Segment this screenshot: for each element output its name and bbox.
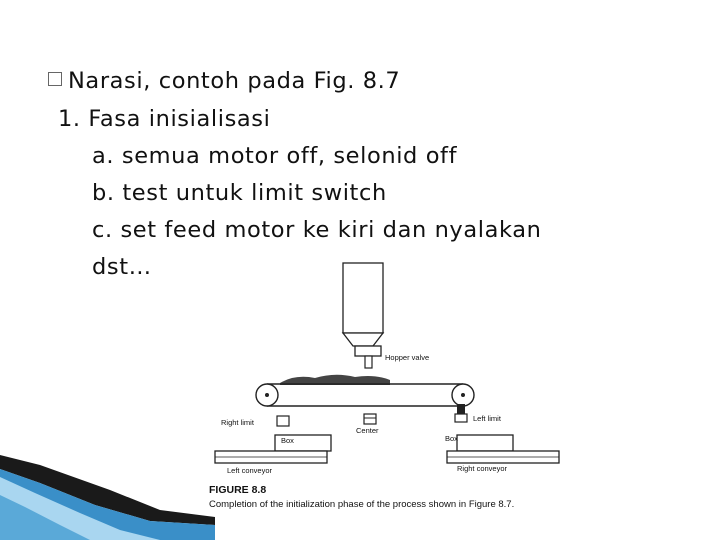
bullet-text: Narasi, contoh pada Fig. 8.7 (68, 68, 401, 94)
center-switch-icon (364, 414, 376, 424)
item-c: c. set feed motor ke kiri dan nyalakan (92, 217, 542, 243)
item-b: b. test untuk limit switch (92, 180, 387, 206)
right-limit-switch-icon (277, 416, 289, 426)
label-right-limit: Right limit (221, 418, 254, 427)
item-a: a. semua motor off, selonid off (92, 143, 458, 169)
figure-caption: Completion of the initialization phase of the process shown in Figure 8.7. (209, 499, 515, 510)
left-conveyor-icon (215, 435, 331, 463)
label-left-limit: Left limit (473, 414, 501, 423)
figure-title: FIGURE 8.8 (209, 484, 267, 496)
figure-8-8 (205, 258, 595, 520)
label-right-conveyor: Right conveyor (457, 464, 508, 473)
corner-swoosh-decoration (0, 455, 215, 540)
label-center: Center (356, 426, 379, 435)
label-box-left: Box (281, 436, 294, 445)
hopper-icon (343, 263, 383, 368)
item-d: dst… (92, 254, 152, 280)
label-left-conveyor: Left conveyor (227, 466, 273, 475)
bullet-box-icon (48, 72, 62, 86)
conveyor-diagram (205, 258, 595, 520)
bullet-line (48, 70, 400, 93)
label-box-right: Box (445, 434, 458, 443)
label-hopper-valve: Hopper valve (385, 353, 430, 362)
heading-line: 1. Fasa inisialisasi (58, 106, 271, 132)
left-limit-switch-icon (455, 404, 467, 422)
right-conveyor-icon (447, 435, 559, 463)
feed-conveyor-belt (256, 384, 474, 406)
